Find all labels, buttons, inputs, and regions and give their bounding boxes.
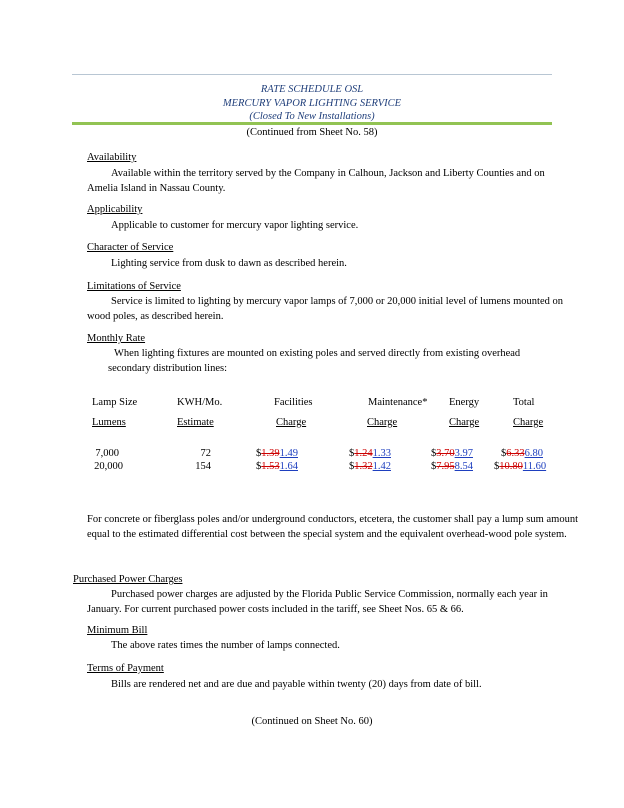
- availability-text: Available within the territory served by the Company in Calhoun, Jackson and Liberty Counties and on Amelia Island in Nassau County.: [87, 168, 545, 194]
- old-rate: 1.53: [261, 461, 280, 472]
- header-total: Total: [513, 397, 535, 408]
- row1-facilities: [256, 448, 298, 459]
- subheader-lumens: Lumens: [92, 417, 126, 428]
- schedule-title: RATE SCHEDULE OSL: [260, 84, 364, 95]
- new-rate: 11.60: [522, 461, 547, 472]
- currency-sign: $: [494, 461, 500, 472]
- character-text: Lighting service from dusk to dawn as described herein.: [111, 258, 347, 269]
- purchased-power-text: Purchased power charges are adjusted by the Florida Public Service Commission, normally each year in January. For current purchased power costs included in the tariff, see Sheet Nos. 65 & 66.: [87, 589, 548, 615]
- monthly-rate-text: When lighting fixtures are mounted on existing poles and served directly from existing overhead secondary distribution lines:: [108, 348, 521, 374]
- header-maintenance: Maintenance*: [368, 397, 428, 408]
- new-rate: 1.64: [279, 461, 298, 472]
- row2-kwh: 154: [195, 461, 211, 472]
- purchased-power-heading: Purchased Power Charges: [73, 574, 183, 585]
- old-rate: 10.80: [499, 461, 523, 472]
- currency-sign: $: [431, 461, 437, 472]
- limitations-heading: Limitations of Service: [87, 281, 181, 292]
- currency-sign: $: [256, 461, 262, 472]
- row2-maintenance: [349, 461, 391, 472]
- row2-energy: [431, 461, 473, 472]
- currency-sign: $: [256, 448, 262, 459]
- subheader-maintenance-charge: Charge: [367, 417, 398, 428]
- header-bottom-rule: [72, 122, 552, 125]
- row1-kwh: 72: [200, 448, 211, 459]
- new-rate: 6.80: [524, 448, 543, 459]
- currency-sign: $: [349, 448, 355, 459]
- subheader-energy-charge: Charge: [449, 417, 480, 428]
- currency-sign: $: [501, 448, 507, 459]
- header-kwh: KWH/Mo.: [177, 397, 223, 408]
- subheader-facilities-charge: Charge: [276, 417, 307, 428]
- new-rate: 1.42: [372, 461, 391, 472]
- old-rate: 7.95: [436, 461, 455, 472]
- old-rate: 1.32: [354, 461, 373, 472]
- header-energy: Energy: [449, 397, 480, 408]
- new-rate: 3.97: [454, 448, 473, 459]
- old-rate: 3.70: [436, 448, 455, 459]
- new-rate: 1.33: [372, 448, 391, 459]
- terms-heading: Terms of Payment: [87, 663, 164, 674]
- row2-facilities: [256, 461, 298, 472]
- minimum-bill-text: The above rates times the number of lamps connected.: [111, 640, 340, 651]
- old-rate: 6.33: [506, 448, 525, 459]
- terms-text: Bills are rendered net and are due and payable within twenty (20) days from date of bill.: [111, 679, 482, 690]
- header-top-rule: [72, 74, 552, 75]
- currency-sign: $: [431, 448, 437, 459]
- special-system-text: For concrete or fiberglass poles and/or underground conductors, etcetera, the customer shall pay a lump sum amount equal to the estimated differential cost between the special system and the equivalent overhead-wood pole system.: [87, 514, 578, 540]
- header-facilities: Facilities: [274, 397, 313, 408]
- monthly-rate-heading: Monthly Rate: [87, 333, 146, 344]
- applicability-text: Applicable to customer for mercury vapor lighting service.: [111, 220, 359, 231]
- character-heading: Character of Service: [87, 242, 174, 253]
- continued-on: (Continued on Sheet No. 60): [251, 716, 373, 727]
- new-rate: 1.49: [279, 448, 298, 459]
- new-rate: 8.54: [454, 461, 473, 472]
- old-rate: 1.39: [261, 448, 280, 459]
- closed-note: (Closed To New Installations): [249, 111, 375, 122]
- continued-from: (Continued from Sheet No. 58): [246, 127, 378, 138]
- subheader-total-charge: Charge: [513, 417, 544, 428]
- applicability-heading: Applicability: [87, 204, 143, 215]
- row1-lumens: 7,000: [95, 448, 119, 459]
- subheader-estimate: Estimate: [177, 417, 214, 428]
- row2-lumens: 20,000: [94, 461, 123, 472]
- minimum-bill-heading: Minimum Bill: [87, 625, 148, 636]
- row1-total: [501, 448, 543, 459]
- service-title: MERCURY VAPOR LIGHTING SERVICE: [222, 98, 402, 109]
- header-lamp-size: Lamp Size: [92, 397, 138, 408]
- row1-energy: [431, 448, 473, 459]
- limitations-text: Service is limited to lighting by mercury vapor lamps of 7,000 or 20,000 initial level of lumens mounted on wood poles, as described herein.: [87, 296, 564, 322]
- row1-maintenance: [349, 448, 391, 459]
- row2-total: [494, 461, 546, 472]
- currency-sign: $: [349, 461, 355, 472]
- old-rate: 1.24: [354, 448, 373, 459]
- availability-heading: Availability: [87, 152, 137, 163]
